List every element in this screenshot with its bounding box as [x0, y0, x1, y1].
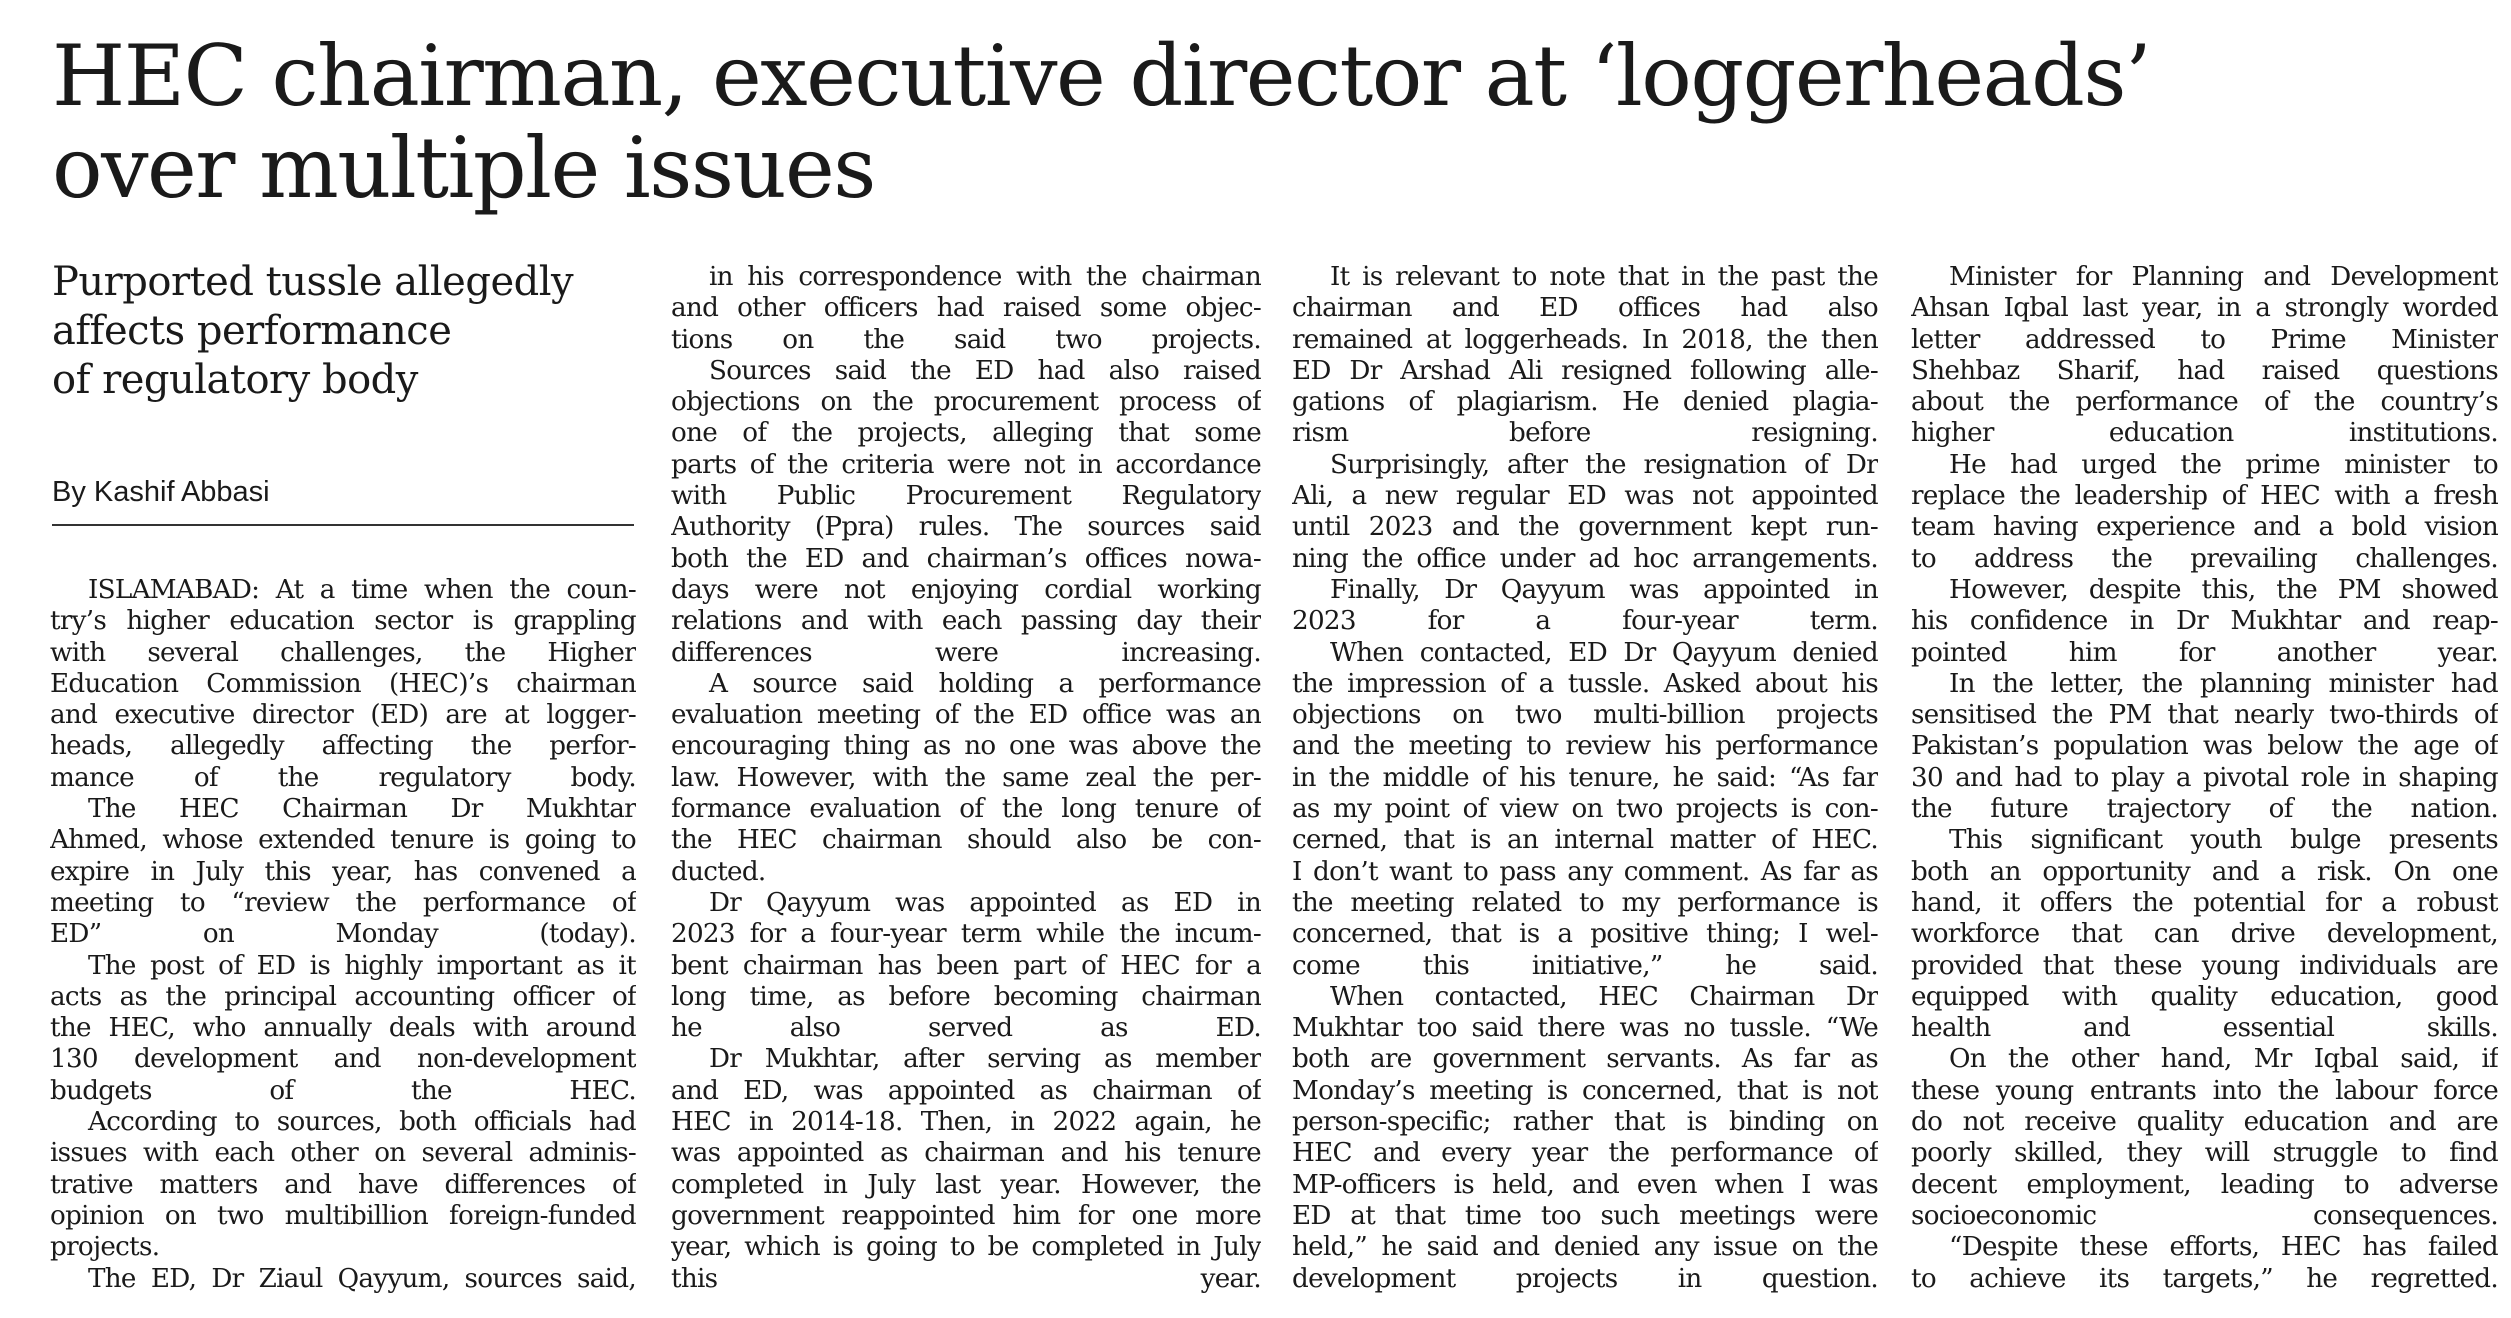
paragraph-line: differences were increasing. — [671, 637, 1261, 668]
paragraph-line: completed in July last year. However, the — [671, 1169, 1261, 1200]
paragraph-line: with Public Procurement Regulatory — [671, 481, 1261, 512]
paragraph-line: Ali, a new regular ED was not appointed — [1292, 481, 1878, 512]
paragraph-line: ED Dr Arshad Ali resigned following alle- — [1292, 355, 1878, 386]
article-paragraph — [1911, 262, 2498, 450]
paragraph-line: health and essential skills. — [1911, 1013, 2498, 1044]
article-paragraph — [1911, 825, 2498, 1044]
paragraph-line: hand, it offers the potential for a robust — [1911, 887, 2498, 918]
paragraph-line: this year. — [671, 1263, 1261, 1294]
paragraph-line: acts as the principal accounting officer of — [50, 981, 636, 1012]
paragraph-line: until 2023 and the government kept run- — [1292, 512, 1878, 543]
paragraph-line: as my point of view on two projects is con- — [1292, 794, 1878, 825]
article-paragraph — [50, 951, 636, 1107]
subheadline — [52, 258, 652, 405]
paragraph-line: 130 development and non-development — [50, 1044, 636, 1075]
paragraph-line: relations and with each passing day their — [671, 606, 1261, 637]
paragraph-line: According to sources, both officials had — [88, 1107, 636, 1138]
paragraph-line: in his correspondence with the chairman — [709, 262, 1261, 292]
subheadline-line: Purported tussle allegedly — [52, 259, 574, 305]
paragraph-line: come this initiative,” he said. — [1292, 950, 1878, 981]
paragraph-line: both the ED and chairman’s offices nowa- — [671, 543, 1261, 574]
paragraph-line: cerned, that is an internal matter of HEC. — [1292, 825, 1878, 856]
paragraph-line: Shehbaz Sharif, had raised questions — [1911, 355, 2498, 386]
paragraph-line: Ahmed, whose extended tenure is going to — [50, 825, 636, 856]
paragraph-line: the HEC chairman should also be con- — [671, 825, 1261, 856]
subheadline-line: affects performance — [52, 308, 452, 354]
article-paragraph — [671, 356, 1261, 669]
paragraph-line: provided that these young individuals are — [1911, 950, 2498, 981]
paragraph-line: “Despite these efforts, HEC has failed — [1949, 1232, 2498, 1263]
paragraph-line: remained at loggerheads. In 2018, the then — [1292, 324, 1878, 355]
paragraph-line: objections on the procurement process of — [671, 387, 1261, 418]
paragraph-line: ISLAMABAD: At a time when the coun- — [88, 575, 636, 605]
paragraph-line: Surprisingly, after the resignation of Dr — [1330, 449, 1878, 480]
paragraph-line: I don’t want to pass any comment. As far as — [1292, 856, 1878, 887]
paragraph-line: In the letter, the planning minister had — [1949, 668, 2498, 699]
paragraph-line: The ED, Dr Ziaul Qayyum, sources said, — [88, 1263, 636, 1294]
paragraph-line: and ED, was appointed as chairman of — [671, 1075, 1261, 1106]
paragraph-line: to address the prevailing challenges. — [1911, 543, 2498, 574]
paragraph-line: Dr Mukhtar, after serving as member — [709, 1044, 1261, 1075]
article-paragraph — [671, 669, 1261, 888]
paragraph-line: parts of the criteria were not in accordance — [671, 449, 1261, 480]
article-paragraph — [1911, 1232, 2498, 1295]
headline-line: over multiple issues — [52, 119, 875, 217]
paragraph-line: team having experience and a bold vision — [1911, 512, 2498, 543]
article-paragraph — [50, 1107, 636, 1263]
subheadline-line: of regulatory body — [52, 357, 418, 403]
paragraph-line: decent employment, leading to adverse — [1911, 1169, 2498, 1200]
paragraph-line: meeting to “review the performance of — [50, 887, 636, 918]
paragraph-line: do not receive quality education and are — [1911, 1107, 2498, 1138]
paragraph-line: was appointed as chairman and his tenure — [671, 1138, 1261, 1169]
article-column-3 — [1292, 262, 1878, 1295]
article-paragraph — [1292, 638, 1878, 982]
paragraph-line: formance evaluation of the long tenure of — [671, 794, 1261, 825]
paragraph-line: HEC in 2014-18. Then, in 2022 again, he — [671, 1107, 1261, 1138]
paragraph-line: ED” on Monday (today). — [50, 919, 636, 950]
paragraph-line: higher education institutions. — [1911, 418, 2498, 449]
paragraph-line: try’s higher education sector is grappling — [50, 606, 636, 637]
paragraph-line: ED at that time too such meetings were — [1292, 1200, 1878, 1231]
paragraph-line: law. However, with the same zeal the per- — [671, 762, 1261, 793]
paragraph-line: expire in July this year, has convened a — [50, 856, 636, 887]
paragraph-line: ning the office under ad hoc arrangements. — [1292, 543, 1878, 574]
article-column-4 — [1911, 262, 2498, 1295]
paragraph-line: concerned, that is a positive thing; I wel- — [1292, 919, 1878, 950]
paragraph-line: This significant youth bulge presents — [1949, 825, 2498, 856]
paragraph-line: encouraging thing as no one was above the — [671, 731, 1261, 762]
paragraph-line: Education Commission (HEC)’s chairman — [50, 668, 636, 699]
article-column-1 — [50, 575, 636, 1295]
article-paragraph — [1911, 669, 2498, 825]
article-paragraph — [1911, 450, 2498, 575]
paragraph-line: opinion on two multibillion foreign-funded — [50, 1200, 636, 1231]
article-paragraph — [1292, 262, 1878, 450]
paragraph-line: HEC and every year the performance of — [1292, 1138, 1878, 1169]
paragraph-line: The HEC Chairman Dr Mukhtar — [88, 794, 636, 825]
paragraph-line: projects. — [50, 1232, 160, 1263]
paragraph-line: Ahsan Iqbal last year, in a strongly worded — [1911, 293, 2498, 324]
paragraph-line: the HEC, who annually deals with around — [50, 1013, 636, 1044]
paragraph-line: both an opportunity and a risk. On one — [1911, 856, 2498, 887]
paragraph-line: about the performance of the country’s — [1911, 387, 2498, 418]
paragraph-line: sensitised the PM that nearly two-thirds of — [1911, 700, 2498, 731]
paragraph-line: It is relevant to note that in the past the — [1330, 262, 1878, 292]
paragraph-line: poorly skilled, they will struggle to find — [1911, 1138, 2498, 1169]
paragraph-line: However, despite this, the PM showed — [1949, 574, 2498, 605]
paragraph-line: his confidence in Dr Mukhtar and reap- — [1911, 606, 2498, 637]
paragraph-line: ducted. — [671, 856, 766, 887]
headline-line: HEC chairman, executive director at ‘loggerheads’ — [52, 27, 2151, 125]
paragraph-line: pointed him for another year. — [1911, 637, 2498, 668]
paragraph-line: Sources said the ED had also raised — [709, 355, 1261, 386]
paragraph-line: Mukhtar too said there was no tussle. “We — [1292, 1013, 1878, 1044]
paragraph-line: year, which is going to be completed in July — [671, 1232, 1261, 1263]
article-paragraph — [671, 262, 1261, 356]
article-paragraph — [1292, 450, 1878, 575]
paragraph-line: equipped with quality education, good — [1911, 981, 2498, 1012]
paragraph-line: to achieve its targets,” he regretted. — [1911, 1263, 2498, 1294]
paragraph-line: in the middle of his tenure, he said: “As far — [1292, 762, 1878, 793]
headline — [52, 27, 2472, 217]
paragraph-line: development projects in question. — [1292, 1263, 1878, 1294]
paragraph-line: Finally, Dr Qayyum was appointed in — [1330, 574, 1878, 605]
paragraph-line: tions on the said two projects. — [671, 324, 1261, 355]
paragraph-line: MP-officers is held, and even when I was — [1292, 1169, 1878, 1200]
article-paragraph — [1292, 575, 1878, 638]
paragraph-line: heads, allegedly affecting the perfor- — [50, 731, 636, 762]
paragraph-line: long time, as before becoming chairman — [671, 981, 1261, 1012]
article-paragraph — [671, 1044, 1261, 1294]
paragraph-line: and executive director (ED) are at logger- — [50, 700, 636, 731]
article-paragraph — [1292, 982, 1878, 1295]
paragraph-line: When contacted, HEC Chairman Dr — [1330, 981, 1878, 1012]
paragraph-line: person-specific; rather that is binding on — [1292, 1107, 1878, 1138]
paragraph-line: days were not enjoying cordial working — [671, 574, 1261, 605]
paragraph-line: Pakistan’s population was below the age of — [1911, 731, 2498, 762]
paragraph-line: Monday’s meeting is concerned, that is not — [1292, 1075, 1878, 1106]
paragraph-line: the impression of a tussle. Asked about his — [1292, 668, 1878, 699]
paragraph-line: chairman and ED offices had also — [1292, 293, 1878, 324]
paragraph-line: bent chairman has been part of HEC for a — [671, 950, 1261, 981]
article-paragraph — [1911, 575, 2498, 669]
paragraph-line: the meeting related to my performance is — [1292, 887, 1878, 918]
article-paragraph — [50, 794, 636, 950]
paragraph-line: trative matters and have differences of — [50, 1169, 636, 1200]
paragraph-line: and the meeting to review his performance — [1292, 731, 1878, 762]
paragraph-line: Minister for Planning and Development — [1949, 262, 2498, 292]
article-paragraph — [671, 888, 1261, 1044]
paragraph-line: On the other hand, Mr Iqbal said, if — [1949, 1044, 2498, 1075]
paragraph-line: Dr Qayyum was appointed as ED in — [709, 887, 1261, 918]
paragraph-line: He had urged the prime minister to — [1949, 449, 2498, 480]
paragraph-line: replace the leadership of HEC with a fresh — [1911, 481, 2498, 512]
paragraph-line: socioeconomic consequences. — [1911, 1200, 2498, 1231]
article-paragraph — [50, 1264, 636, 1295]
article-paragraph — [1911, 1044, 2498, 1232]
paragraph-line: he also served as ED. — [671, 1013, 1261, 1044]
paragraph-line: A source said holding a performance — [709, 668, 1261, 699]
paragraph-line: The post of ED is highly important as it — [88, 950, 636, 981]
paragraph-line: gations of plagiarism. He denied plagia- — [1292, 387, 1878, 418]
byline: By Kashif Abbasi — [52, 474, 634, 526]
paragraph-line: 2023 for a four-year term. — [1292, 606, 1878, 637]
paragraph-line: workforce that can drive development, — [1911, 919, 2498, 950]
paragraph-line: rism before resigning. — [1292, 418, 1878, 449]
paragraph-line: When contacted, ED Dr Qayyum denied — [1330, 637, 1878, 668]
paragraph-line: budgets of the HEC. — [50, 1075, 636, 1106]
paragraph-line: Authority (Ppra) rules. The sources said — [671, 512, 1261, 543]
paragraph-line: held,” he said and denied any issue on the — [1292, 1232, 1878, 1263]
paragraph-line: issues with each other on several adminis- — [50, 1138, 636, 1169]
paragraph-line: with several challenges, the Higher — [50, 637, 636, 668]
paragraph-line: mance of the regulatory body. — [50, 762, 636, 793]
paragraph-line: both are government servants. As far as — [1292, 1044, 1878, 1075]
paragraph-line: 2023 for a four-year term while the incum- — [671, 919, 1261, 950]
paragraph-line: government reappointed him for one more — [671, 1200, 1261, 1231]
paragraph-line: and other officers had raised some objec- — [671, 293, 1261, 324]
paragraph-line: one of the projects, alleging that some — [671, 418, 1261, 449]
paragraph-line: these young entrants into the labour force — [1911, 1075, 2498, 1106]
paragraph-line: letter addressed to Prime Minister — [1911, 324, 2498, 355]
paragraph-line: the future trajectory of the nation. — [1911, 794, 2498, 825]
article-paragraph — [50, 575, 636, 794]
article-column-2 — [671, 262, 1261, 1295]
paragraph-line: objections on two multi-billion projects — [1292, 700, 1878, 731]
paragraph-line: evaluation meeting of the ED office was an — [671, 700, 1261, 731]
paragraph-line: 30 and had to play a pivotal role in shaping — [1911, 762, 2498, 793]
